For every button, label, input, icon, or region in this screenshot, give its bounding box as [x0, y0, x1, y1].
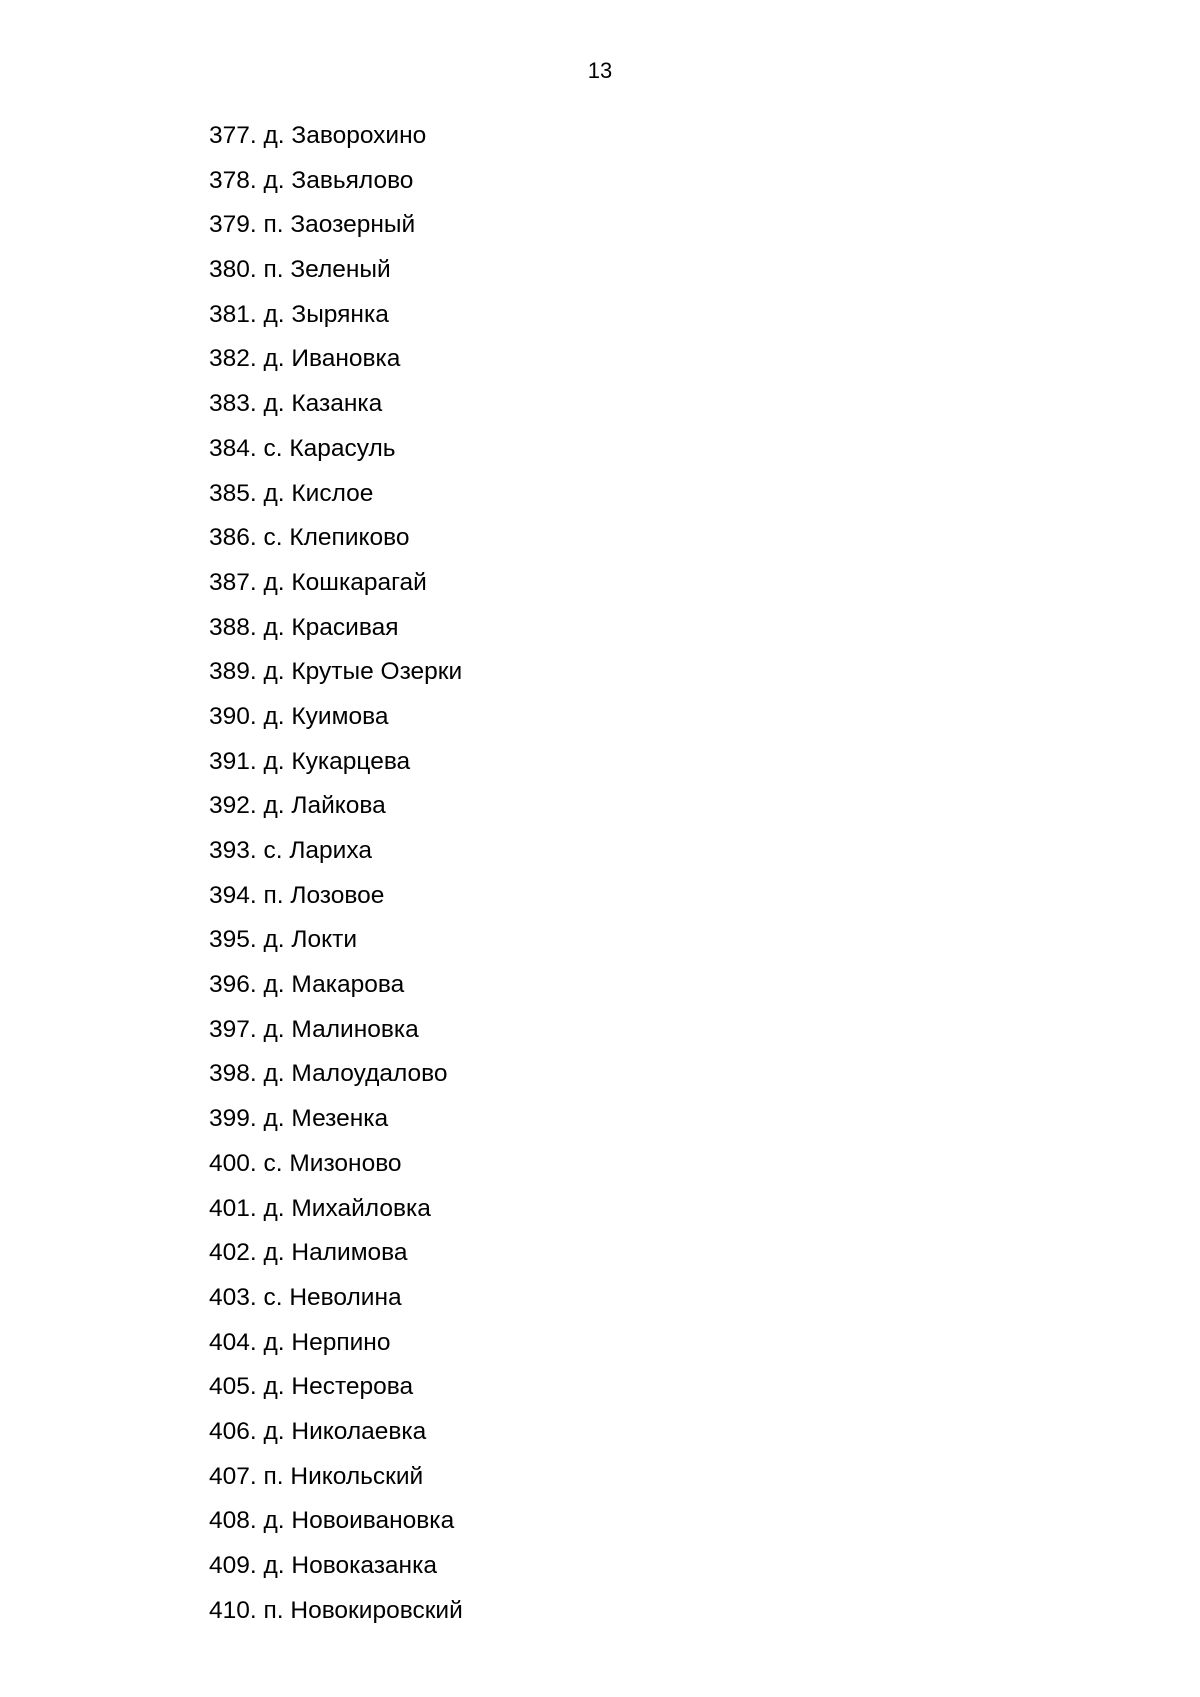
list-item: 404. д. Нерпино [209, 1328, 391, 1356]
settlement-list [209, 114, 463, 1633]
list-item: 377. д. Заворохино [209, 122, 427, 149]
list-item: 394. п. Лозовое [209, 881, 385, 909]
list-item: 400. с. Мизоново [209, 1149, 402, 1177]
list-item: 378. д. Завьялово [209, 166, 414, 194]
list-item: 396. д. Макарова [209, 971, 405, 999]
list-item: 402. д. Налимова [209, 1239, 408, 1267]
list-item: 410. п. Новокировский [209, 1596, 463, 1624]
list-item: 387. д. Кошкарагай [209, 568, 427, 596]
list-item: 381. д. Зырянка [209, 300, 389, 328]
list-item: 379. п. Заозерный [209, 211, 416, 239]
list-item: 390. д. Куимова [209, 702, 389, 730]
list-item: 399. д. Мезенка [209, 1105, 389, 1133]
list-item: 403. с. Неволина [209, 1283, 402, 1311]
list-item: 391. д. Кукарцева [209, 747, 411, 775]
list-item: 398. д. Малоудалово [209, 1060, 448, 1088]
list-item: 386. с. Клепиково [209, 524, 410, 552]
list-item: 408. д. Новоивановка [209, 1507, 455, 1535]
list-item: 383. д. Казанка [209, 390, 383, 418]
list-item: 407. п. Никольский [209, 1462, 424, 1490]
page-number: 13 [587, 58, 613, 83]
list-item: 401. д. Михайловка [209, 1194, 431, 1222]
list-item: 384. с. Карасуль [209, 434, 396, 462]
list-item: 397. д. Малиновка [209, 1015, 419, 1043]
list-item: 405. д. Нестерова [209, 1373, 414, 1401]
list-item: 382. д. Ивановка [209, 345, 401, 373]
list-item: 380. п. Зеленый [209, 256, 391, 284]
list-item: 409. д. Новоказанка [209, 1552, 437, 1579]
list-item: 388. д. Красивая [209, 613, 399, 641]
list-item: 406. д. Николаевка [209, 1417, 427, 1445]
list-item: 392. д. Лайкова [209, 792, 386, 820]
list-item: 385. д. Кислое [209, 479, 374, 507]
list-item: 393. с. Лариха [209, 837, 372, 864]
list-item: 395. д. Локти [209, 926, 358, 954]
list-item: 389. д. Крутые Озерки [209, 658, 463, 686]
